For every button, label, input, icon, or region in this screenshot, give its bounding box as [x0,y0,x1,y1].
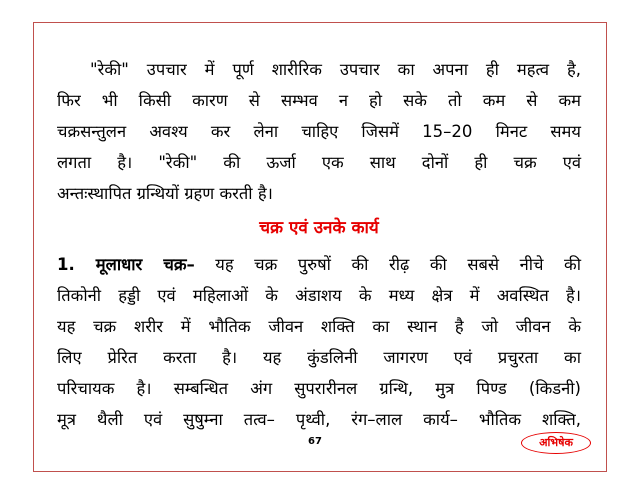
page-content [57,54,581,435]
paragraph-muladhara [57,249,581,435]
page-number: 67 [308,436,322,447]
text-line: मूत्र थैली एवं सुषुम्ना तत्व– पृथ्वी, रंग–लाल कार्य– भौतिक शक्ति, [57,410,581,429]
text-line [57,249,581,280]
text-line: यह चक्र शरीर में भौतिक जीवन शक्ति का स्थान है जो जीवन के [57,317,581,336]
text-line: परिचायक है। सम्बन्धित अंग सुपरारीनल ग्रन्थि, मुत्र पिण्ड (किडनी) [57,379,581,398]
text-line: "रेकी" उपचार में पूर्ण शारीरिक उपचार का अपना ही महत्व है, [90,60,581,79]
text-line: अन्तःस्थापित ग्रन्थियों ग्रहण करती है। [57,184,273,203]
text-line: चक्रसन्तुलन अवश्य कर लेना चाहिए जिसमें 15–20 मिनट समय [57,122,581,141]
paragraph-reiki-intro [57,54,581,209]
text-line: लिए प्रेरित करता है। यह कुंडलिनी जागरण एवं प्रचुरता का [57,348,581,367]
text-line: लगता है। "रेकी" की ऊर्जा एक साथ दोनों ही चक्र एवं [57,153,581,172]
chakra-title: 1. मूलाधार चक्र– [57,255,195,274]
text-line: फिर भी किसी कारण से सम्भव न हो सके तो कम से कम [57,91,581,110]
section-heading: चक्र एवं उनके कार्य [259,218,379,238]
text-fragment: यह चक्र पुरुषों की रीढ़ की सबसे नीचे की [194,255,581,274]
text-line: तिकोनी हड्डी एवं महिलाओं के अंडाशय के मध्य क्षेत्र में अवस्थित है। [57,286,581,305]
author-stamp: अभिषेक [521,432,591,454]
